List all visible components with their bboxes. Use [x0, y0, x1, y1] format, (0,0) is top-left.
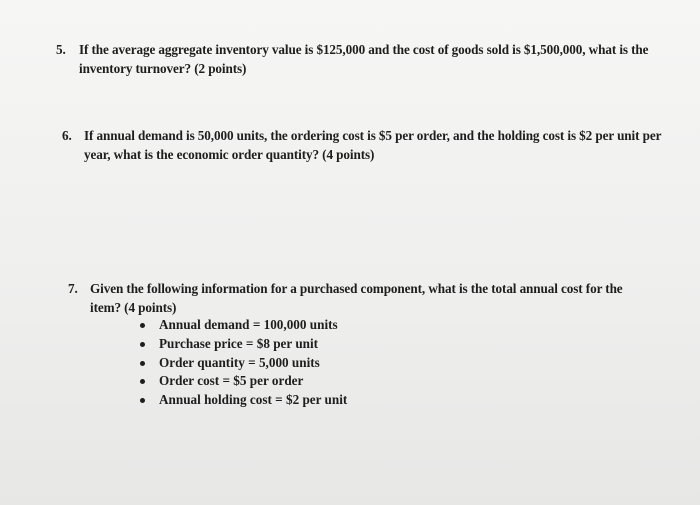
bullet-text: Purchase price = $8 per unit	[159, 335, 319, 351]
bullet-text: Annual holding cost = $2 per unit	[159, 392, 348, 408]
bullet-icon	[140, 398, 145, 403]
bullet-text: Order cost = $5 per order	[159, 373, 304, 389]
list-item	[140, 335, 347, 354]
bullet-icon	[140, 323, 145, 328]
bullet-icon	[140, 361, 145, 366]
question-text: If annual demand is 50,000 units, the ordering cost is $5 per order, and the holding cost is $2 per unit per year, what is the economic order quantity? (4 points)	[84, 128, 662, 162]
bullet-text: Order quantity = 5,000 units	[159, 354, 320, 370]
list-item	[140, 354, 347, 373]
list-item	[140, 316, 347, 335]
question-number: 7.	[68, 281, 78, 296]
question-number: 5.	[56, 42, 66, 57]
question-text: If the average aggregate inventory value is $125,000 and the cost of goods sold is $1,500,000, what is the inventory turnover? (2 points)	[79, 42, 649, 76]
bullet-icon	[140, 379, 145, 384]
question-6	[62, 126, 662, 164]
question-number: 6.	[62, 128, 72, 143]
question-5	[56, 40, 656, 78]
question-text: Given the following information for a purchased component, what is the total annual cost for the item? (4 points)	[90, 281, 623, 315]
list-item	[140, 372, 347, 391]
question-7	[68, 279, 628, 317]
bullet-text: Annual demand = 100,000 units	[159, 317, 338, 332]
question-7-bullet-list	[140, 316, 347, 410]
list-item	[140, 391, 347, 410]
bullet-icon	[140, 342, 145, 347]
